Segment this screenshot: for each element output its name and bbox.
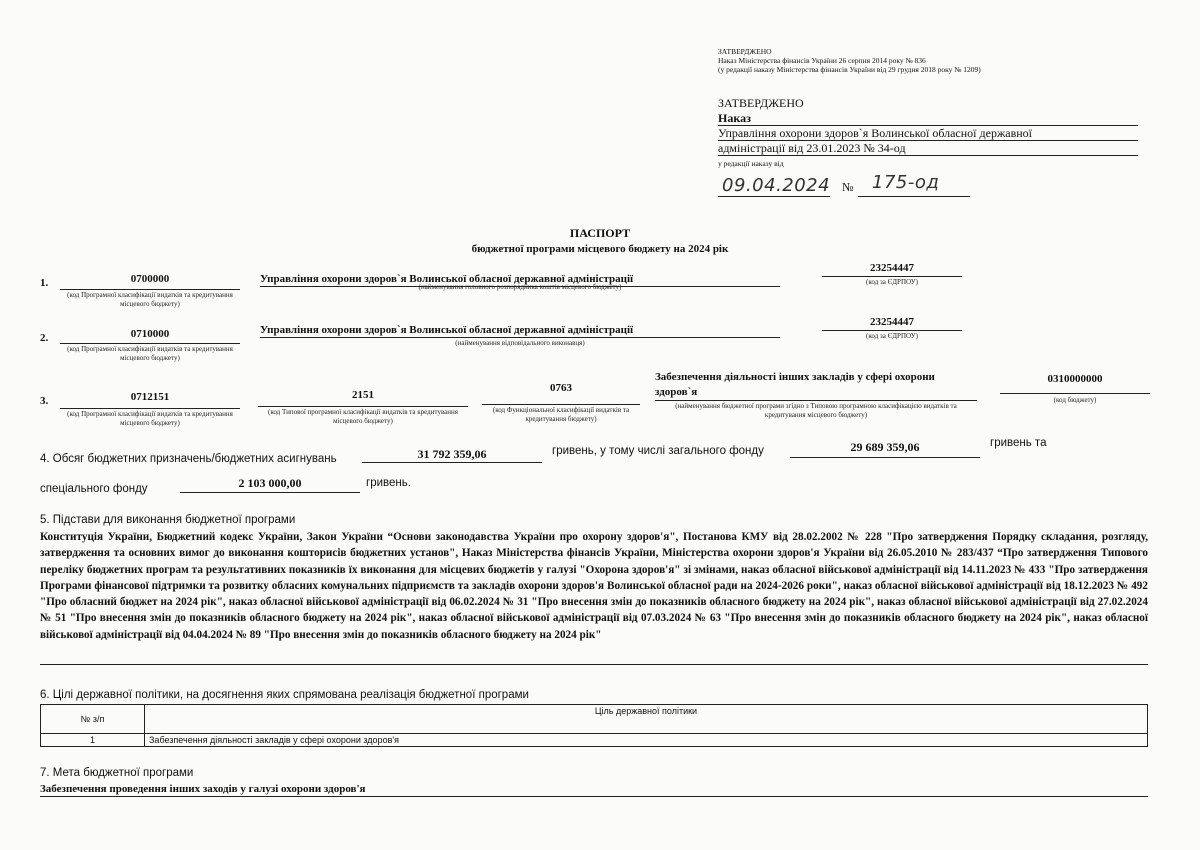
local-approval [718,96,1148,168]
section5-label: 5. Підстави для виконання бюджетної програми [40,514,296,526]
local-approval-body-line2: адміністрації від 23.01.2023 № 34-од [718,141,1138,156]
section4-end-text: гривень та [990,437,1047,449]
row1-code-caption: (код Програмної класифікації видатків та кредитування місцевого бюджету) [67,291,233,308]
goals-row-num: 1 [41,734,145,747]
ministry-approval-title: ЗАТВЕРДЖЕНО [718,47,772,56]
row2-edrpou: 23254447 [870,316,914,328]
row3-functional-code: 0763 [550,382,572,394]
section4-special: 2 103 000,00 [238,476,302,490]
row1-code: 0700000 [130,273,170,285]
ministry-approval-order: Наказ Міністерства фінансів України 26 серпня 2014 року № 836 [718,56,926,65]
section6-label: 6. Цілі державної політики, на досягнення яких спрямована реалізація бюджетної програми [40,689,529,701]
section4-special-end: гривень. [366,477,411,489]
goals-table [40,704,1148,747]
ministry-approval-edition: (у редакції наказу Міністерства фінансів України від 29 грудня 2018 року № 1209) [718,65,981,74]
row2-edrpou-caption: (код за ЄДРПОУ) [866,332,918,340]
row3-functional-caption: (код Функціональної класифікації видатків та кредитування бюджету) [492,406,630,423]
local-approval-body-line1: Управління охорони здоров`я Волинської обласної державної [718,126,1138,141]
goals-row-goal: Забезпечення діяльності закладів у сфері охорони здоров'я [145,734,1148,747]
row3-budget-code: 0310000000 [1047,373,1103,385]
row3-typical-caption: (код Типової програмної класифікації видатків та кредитування місцевого бюджету) [268,408,458,425]
row2-code-caption: (код Програмної класифікації видатків та кредитування місцевого бюджету) [67,345,233,362]
passport-subtitle: бюджетної програми місцевого бюджету на 2024 рік [471,243,729,255]
section7-text: Забезпечення проведення інших заходів у галузі охорони здоров'я [40,783,366,795]
local-approval-title: ЗАТВЕРДЖЕНО [718,96,804,110]
section4-total: 31 792 359,06 [417,447,487,461]
row3-program-name [655,370,975,400]
local-approval-order: Наказ [718,111,1138,126]
row2-name-caption: (найменування відповідального виконавця) [455,339,585,347]
row1-edrpou-caption: (код за ЄДРПОУ) [866,278,918,286]
handwritten-number-label: № [842,180,854,194]
row3-number: 3. [40,395,49,407]
local-approval-edition-note: у редакції наказу від [718,159,784,168]
passport-title: ПАСПОРТ [569,226,631,240]
row3-program-caption: (код Програмної класифікації видатків та кредитування місцевого бюджету) [67,410,233,427]
section4-mid-text: гривень, у тому числі загального фонду [552,445,764,457]
row1-number: 1. [40,277,49,289]
section7-label: 7. Мета бюджетної програми [40,767,194,779]
section4-general: 29 689 359,06 [850,440,920,454]
row3-program-code: 0712151 [130,391,170,403]
row1-name: Управління охорони здоров`я Волинської обласної державної адміністрації [260,273,634,285]
table-row [41,734,1148,747]
goals-col-num: № з/п [41,705,145,734]
section4-special-label: спеціального фонду [40,483,148,495]
row2-name: Управління охорони здоров`я Волинської обласної державної адміністрації [260,324,634,336]
row3-program-name-line1: Забезпечення діяльності інших закладів у сфері охорони [655,371,935,383]
row1-edrpou: 23254447 [870,262,914,274]
handwritten-date: 09.04.2024 [722,175,831,196]
row3-typical-code: 2151 [352,389,374,401]
section4-label: 4. Обсяг бюджетних призначень/бюджетних асигнувань [40,453,337,465]
row2-code: 0710000 [130,328,170,340]
goals-col-goal: Ціль державної політики [145,705,1148,734]
row2-number: 2. [40,332,49,344]
row1-name-caption: (найменування головного розпорядника коштів місцевого бюджету) [418,283,622,291]
section5-text: Конституція України, Бюджетний кодекс України, Закон України “Основи законодавства України про охорону здоров'я", Постанова КМУ від 28.02.2002 № 228 "Про затвердження Порядку складання, розгляду, затвердження та основних вимог до виконання кошторисів бюджетних установ", Наказ Міністерства фінансів України, Міністерства охорони здоров'я України від 26.05.2010 № 283/437 “Про затвердження Типового переліку бюджетних програм та результативних показників їх виконання для місцевих бюджетів у галузі "Охорона здоров'я" зі змінами, наказ обласної військової адміністрації від 14.11.2023 № 433 "Про затвердження Програми фінансової підтримки та розвитку обласних комунальних підприємств та закладів охорони здоров'я Волинської обласної ради на 2024-2026 роки", наказ обласної військової адміністрації від 18.12.2023 № 492 "Про обласний бюджет на 2024 рік", наказ обласної військової адміністрації від 06.02.2024 № 31 "Про внесення змін до показників обласного бюджету на 2024 рік", наказ обласної військової адміністрації від 27.02.2024 № 51 "Про внесення змін до показників обласного бюджету на 2024 рік", наказ обласної військової адміністрації від 07.03.2024 № 63 "Про внесення змін до показників обласного бюджету на 2024 рік", наказ обласної військової адміністрації від 04.04.2024 № 89 "Про внесення змін до показників обласного бюджету на 2024 рік" [40,531,1148,641]
row3-budget-caption: (код бюджету) [1053,396,1097,404]
handwritten-number: 175-од [872,172,940,193]
row3-program-name-line2: здоров`я [655,386,698,398]
row3-name-caption: (найменування бюджетної програми згідно з Типовою програмною класифікацією видатків та кредитування місцевого бюджету) [675,402,957,419]
ministry-approval [718,47,1138,74]
